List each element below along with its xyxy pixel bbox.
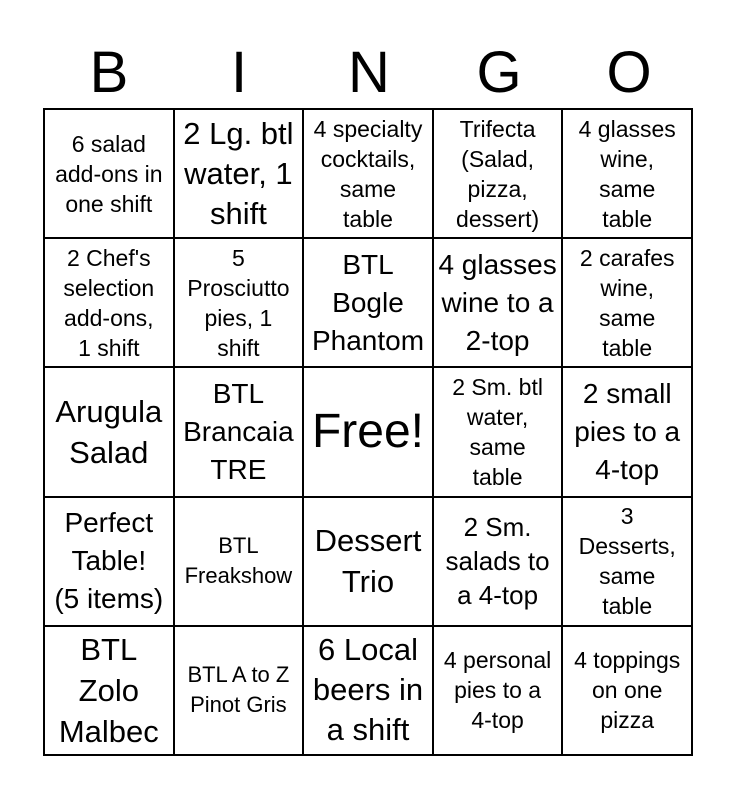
bingo-cell[interactable] [44, 238, 174, 367]
bingo-cell[interactable] [303, 626, 433, 755]
bingo-cell[interactable] [174, 497, 304, 626]
cell-text: 2 carafes wine, same table [579, 244, 675, 361]
bingo-cell[interactable] [562, 626, 692, 755]
cell-text: Dessert Trio [314, 523, 422, 600]
cell-text: 4 glasses wine, same table [578, 115, 676, 232]
bingo-cell[interactable] [44, 109, 174, 238]
header-letter-g: G [476, 40, 522, 105]
bingo-cell[interactable] [174, 626, 304, 755]
bingo-header [44, 42, 694, 104]
cell-text: 5 Prosciutto pies, 1 shift [187, 244, 290, 361]
header-letter-b: B [89, 40, 129, 105]
header-letter-o: O [606, 40, 652, 105]
bingo-cell[interactable] [433, 626, 563, 755]
cell-text: 2 Lg. btl water, 1 shift [183, 115, 294, 231]
cell-text: 6 Local beers in a shift [312, 632, 424, 748]
bingo-cell[interactable] [174, 367, 304, 496]
header-letter-n: N [348, 40, 390, 105]
bingo-cell[interactable] [44, 626, 174, 755]
cell-text: 4 personal pies to a 4-top [443, 647, 552, 734]
bingo-cell[interactable] [562, 238, 692, 367]
cell-text: 3 Desserts, same table [578, 503, 676, 620]
bingo-cell[interactable] [44, 367, 174, 496]
cell-text: 4 specialty cocktails, same table [313, 115, 423, 232]
cell-text: BTL Freakshow [184, 533, 293, 589]
free-space-cell[interactable] [303, 367, 433, 496]
cell-text: BTL Brancaia TRE [183, 377, 294, 485]
bingo-cell[interactable] [303, 238, 433, 367]
cell-text: Arugula Salad [55, 393, 163, 470]
bingo-cell[interactable] [433, 238, 563, 367]
bingo-cell[interactable] [44, 497, 174, 626]
cell-text: 6 salad add-ons in one shift [55, 130, 163, 217]
bingo-cell[interactable] [562, 367, 692, 496]
cell-text: Perfect Table! (5 items) [54, 507, 164, 615]
bingo-cell[interactable] [433, 367, 563, 496]
cell-text: BTL Zolo Malbec [58, 631, 159, 749]
bingo-cell[interactable] [562, 109, 692, 238]
cell-text: 4 toppings on one pizza [574, 647, 681, 734]
cell-text: Trifecta (Salad, pizza, dessert) [456, 115, 540, 232]
bingo-cell[interactable] [562, 497, 692, 626]
bingo-board [43, 108, 693, 756]
cell-text: BTL Bogle Phantom [311, 248, 425, 356]
bingo-cell[interactable] [303, 497, 433, 626]
bingo-cell[interactable] [174, 238, 304, 367]
cell-text: 2 Chef's selection add-ons, 1 shift [63, 244, 155, 361]
bingo-cell[interactable] [174, 109, 304, 238]
cell-text: 2 Sm. btl water, same table [452, 373, 543, 490]
bingo-cell[interactable] [433, 109, 563, 238]
free-space-text: Free! [311, 404, 424, 458]
cell-text: BTL A to Z Pinot Gris [187, 662, 290, 718]
bingo-cell[interactable] [303, 109, 433, 238]
cell-text: 2 Sm. salads to a 4-top [445, 512, 550, 611]
cell-text: 4 glasses wine to a 2-top [438, 248, 557, 356]
cell-text: 2 small pies to a 4-top [574, 377, 681, 485]
bingo-cell[interactable] [433, 497, 563, 626]
header-letter-i: I [230, 40, 248, 105]
